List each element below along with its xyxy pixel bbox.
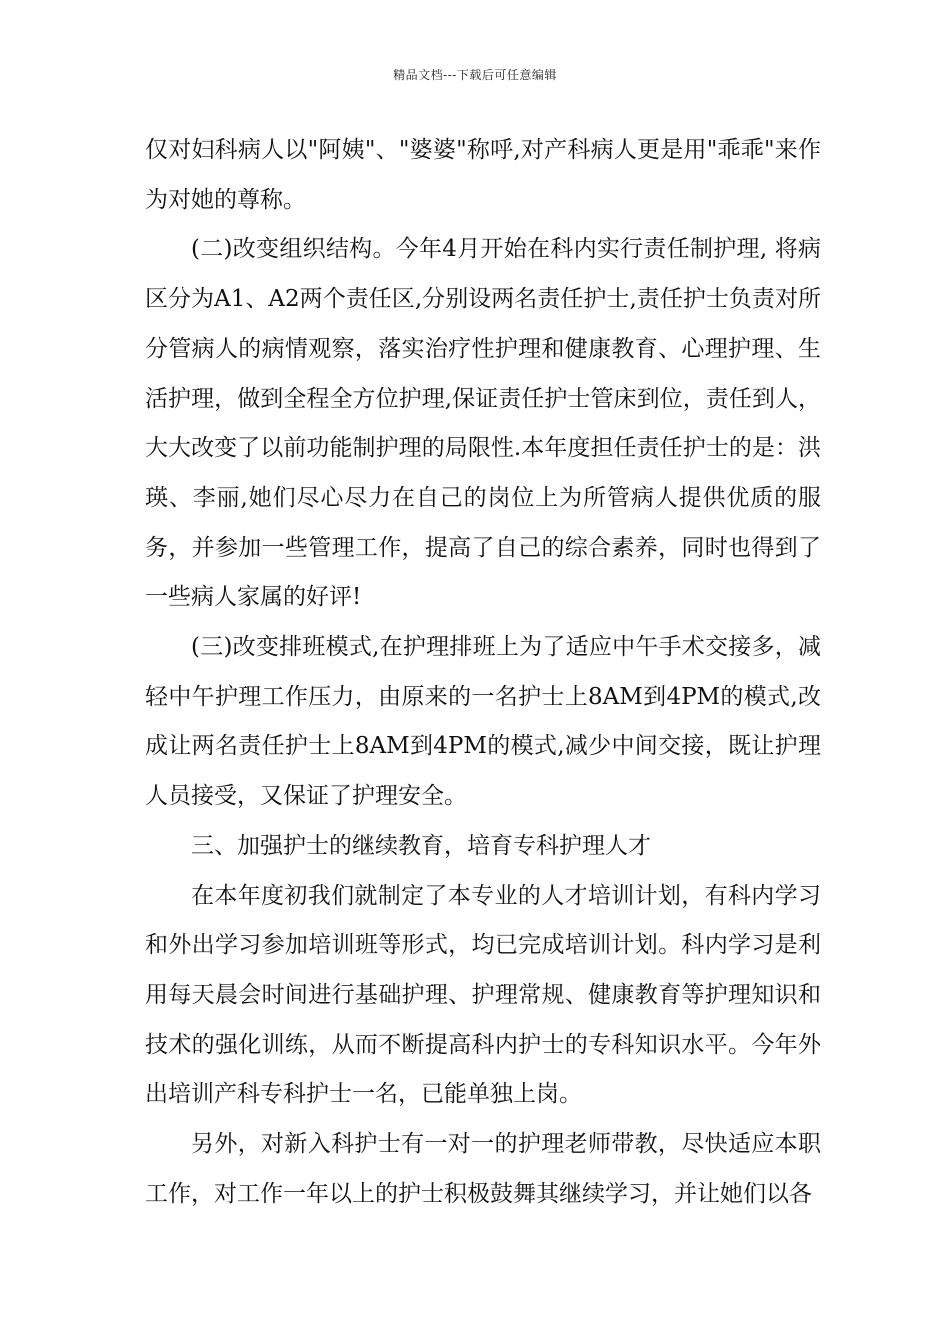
paragraph-3: (三)改变排班模式,在护理排班上为了适应中午手术交接多，减轻中午护理工作压力，由原来的一名护士上8AM到4PM的模式,改成让两名责任护士上8AM到4PM的模式,减少中间交接，既让护理人员接受，又保证了护理安全。 xyxy=(145,634,821,810)
document-body xyxy=(145,126,821,1219)
paragraph-1: 仅对妇科病人以"阿姨"、"婆婆"称呼,对产科病人更是用"乖乖"来作为对她的尊称。 xyxy=(145,137,821,213)
paragraph-5: 另外，对新入科护士有一对一的护理老师带教，尽快适应本职工作，对工作一年以上的护士积极鼓舞其继续学习，并让她们以各 xyxy=(145,1131,821,1207)
page-header: 精品文档---下载后可任意编辑 xyxy=(393,68,557,82)
section-heading: 三、加强护士的继续教育，培育专科护理人才 xyxy=(191,832,651,859)
paragraph-4: 在本年度初我们就制定了本专业的人才培训计划，有科内学习和外出学习参加培训班等形式，均已完成培训计划。科内学习是利用每天晨会时间进行基础护理、护理常规、健康教育等护理知识和技术的强化训练，从而不断提高科内护士的专科知识水平。今年外出培训产科专科护士一名，已能单独上岗。 xyxy=(145,882,821,1108)
paragraph-2: (二)改变组织结构。今年4月开始在科内实行责任制护理, 将病区分为A1、A2两个责任区,分别设两名责任护士,责任护士负责对所分管病人的病情观察，落实治疗性护理和健康教育、心理护理、生活护理，做到全程全方位护理,保证责任护士管床到位，责任到人，大大改变了以前功能制护理的局限性.本年度担任责任护士的是：洪瑛、李丽,她们尽心尽力在自己的岗位上为所管病人提供优质的服务，并参加一些管理工作，提高了自己的综合素养，同时也得到了一些病人家属的好评! xyxy=(145,236,821,611)
